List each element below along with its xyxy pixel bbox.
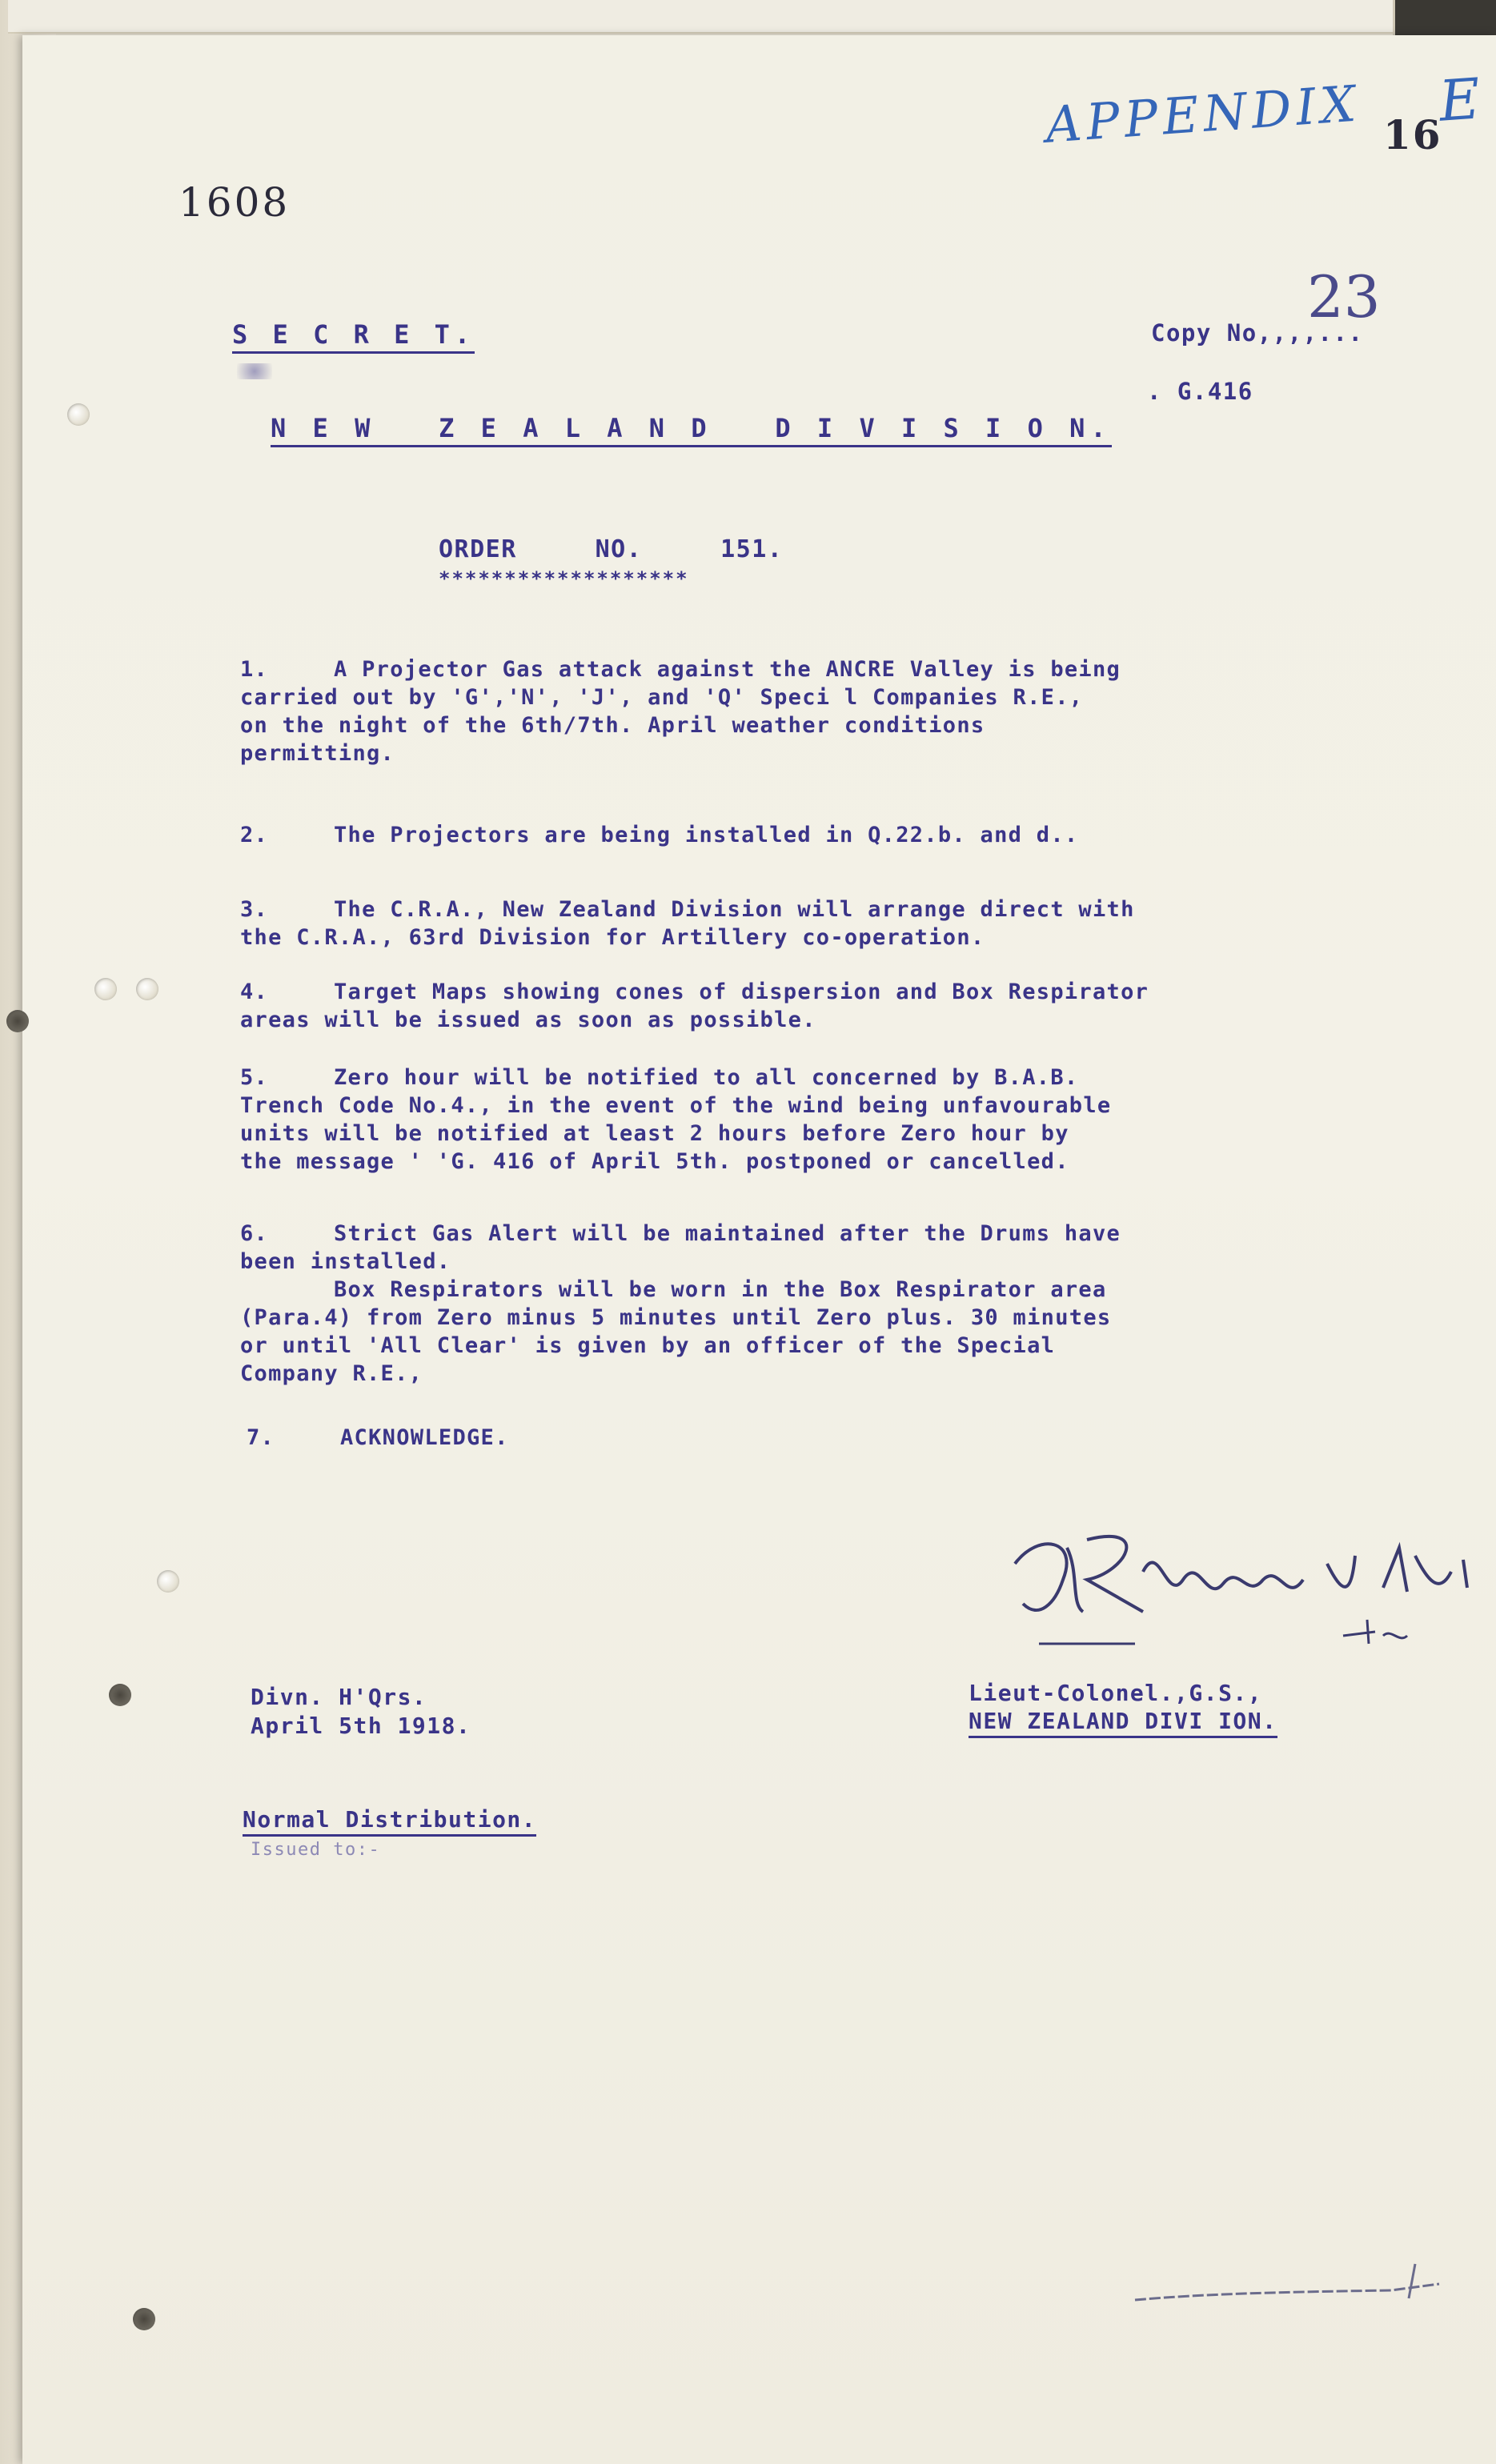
appendix-letter: E [1437,66,1482,134]
page-number: 16 [1383,111,1442,158]
paragraph-line: areas will be issued as soon as possible. [240,1008,816,1032]
paragraph-3 [240,895,1135,952]
document-page [22,35,1496,2464]
punch-hole [67,403,90,426]
paragraph-line: Strict Gas Alert will be maintained after the Drums have [334,1221,1121,1246]
paragraph-line: Target Maps showing cones of dispersion and Box Respirator [334,980,1149,1004]
paragraph-number: 1. [240,657,269,682]
punch-hole [136,978,158,1000]
paragraph-line: (Para.4) from Zero minus 5 minutes until Zero plus. 30 minutes [240,1305,1112,1330]
punch-hole [133,2308,155,2330]
paragraph-number: 3. [240,897,269,922]
paragraph-line: permitting. [240,741,395,766]
paragraph-line: The Projectors are being installed in Q.22.b. and d.. [334,823,1079,847]
ink-blot [237,363,272,379]
paragraph-line: A Projector Gas attack against the ANCRE Valley is being [334,657,1121,682]
paragraph-line: Zero hour will be notified to all concerned by B.A.B. [334,1065,1079,1090]
paragraph-line: Box Respirators will be worn in the Box Respirator area [334,1277,1107,1302]
signature [991,1524,1496,1668]
appendix-label: APPENDIX [1043,74,1363,154]
paragraph-number: 6. [240,1221,269,1246]
paragraph-4 [240,978,1149,1034]
paragraph-number: 2. [240,823,269,847]
paragraph-6 [240,1220,1121,1388]
paragraph-5 [240,1064,1111,1176]
paragraph-number: 4. [240,980,269,1004]
paragraph-line: Company R.E., [240,1361,423,1386]
issued-to-label: Issued to:- [251,1840,381,1860]
copy-number-handwritten: 23 [1307,263,1381,331]
paragraph-line: ACKNOWLEDGE. [340,1425,509,1450]
signature-scribble [991,1524,1496,1668]
signatory-rank: Lieut-Colonel.,G.S., [969,1680,1263,1706]
pencil-mark [1127,2260,1463,2316]
paragraph-1 [240,655,1121,767]
background-sheet-top [8,0,1393,34]
paragraph-line: Trench Code No.4., in the event of the wind being unfavourable [240,1093,1112,1118]
punch-hole [6,1010,29,1032]
paragraph-7 [247,1424,509,1452]
copy-number-label: Copy No,,,,... [1151,319,1364,347]
paragraph-2 [240,821,1078,849]
signatory-unit: NEW ZEALAND DIVI ION. [969,1708,1277,1738]
paragraph-number: 7. [247,1425,275,1450]
paragraph-line: units will be notified at least 2 hours before Zero hour by [240,1121,1069,1146]
reference-number: . G.416 [1147,378,1253,405]
file-number: 1608 [178,179,291,226]
paragraph-line: or until 'All Clear' is given by an officer of the Special [240,1333,1056,1358]
order-title: ORDER NO. 151. [439,535,784,563]
paragraph-line: the message ' 'G. 416 of April 5th. postponed or cancelled. [240,1149,1069,1174]
paragraph-line: The C.R.A., New Zealand Division will arrange direct with [334,897,1135,922]
paragraph-line: carried out by 'G','N', 'J', and 'Q' Speci l Companies R.E., [240,685,1084,710]
punch-hole [109,1684,131,1706]
origin-date: April 5th 1918. [251,1713,471,1739]
classification-secret: S E C R E T. [232,319,475,354]
distribution-label: Normal Distribution. [243,1806,536,1837]
punch-hole [157,1570,179,1593]
paragraph-line: on the night of the 6th/7th. April weather conditions [240,713,985,738]
division-heading: N E W Z E A L A N D D I V I S I O N. [271,413,1112,447]
paragraph-line: the C.R.A., 63rd Division for Artillery co-operation. [240,925,985,950]
punch-hole [94,978,117,1000]
order-title-underline: ******************* [439,567,689,590]
origin-headquarters: Divn. H'Qrs. [251,1684,427,1710]
paragraph-line: been installed. [240,1249,451,1274]
paragraph-number: 5. [240,1065,269,1090]
